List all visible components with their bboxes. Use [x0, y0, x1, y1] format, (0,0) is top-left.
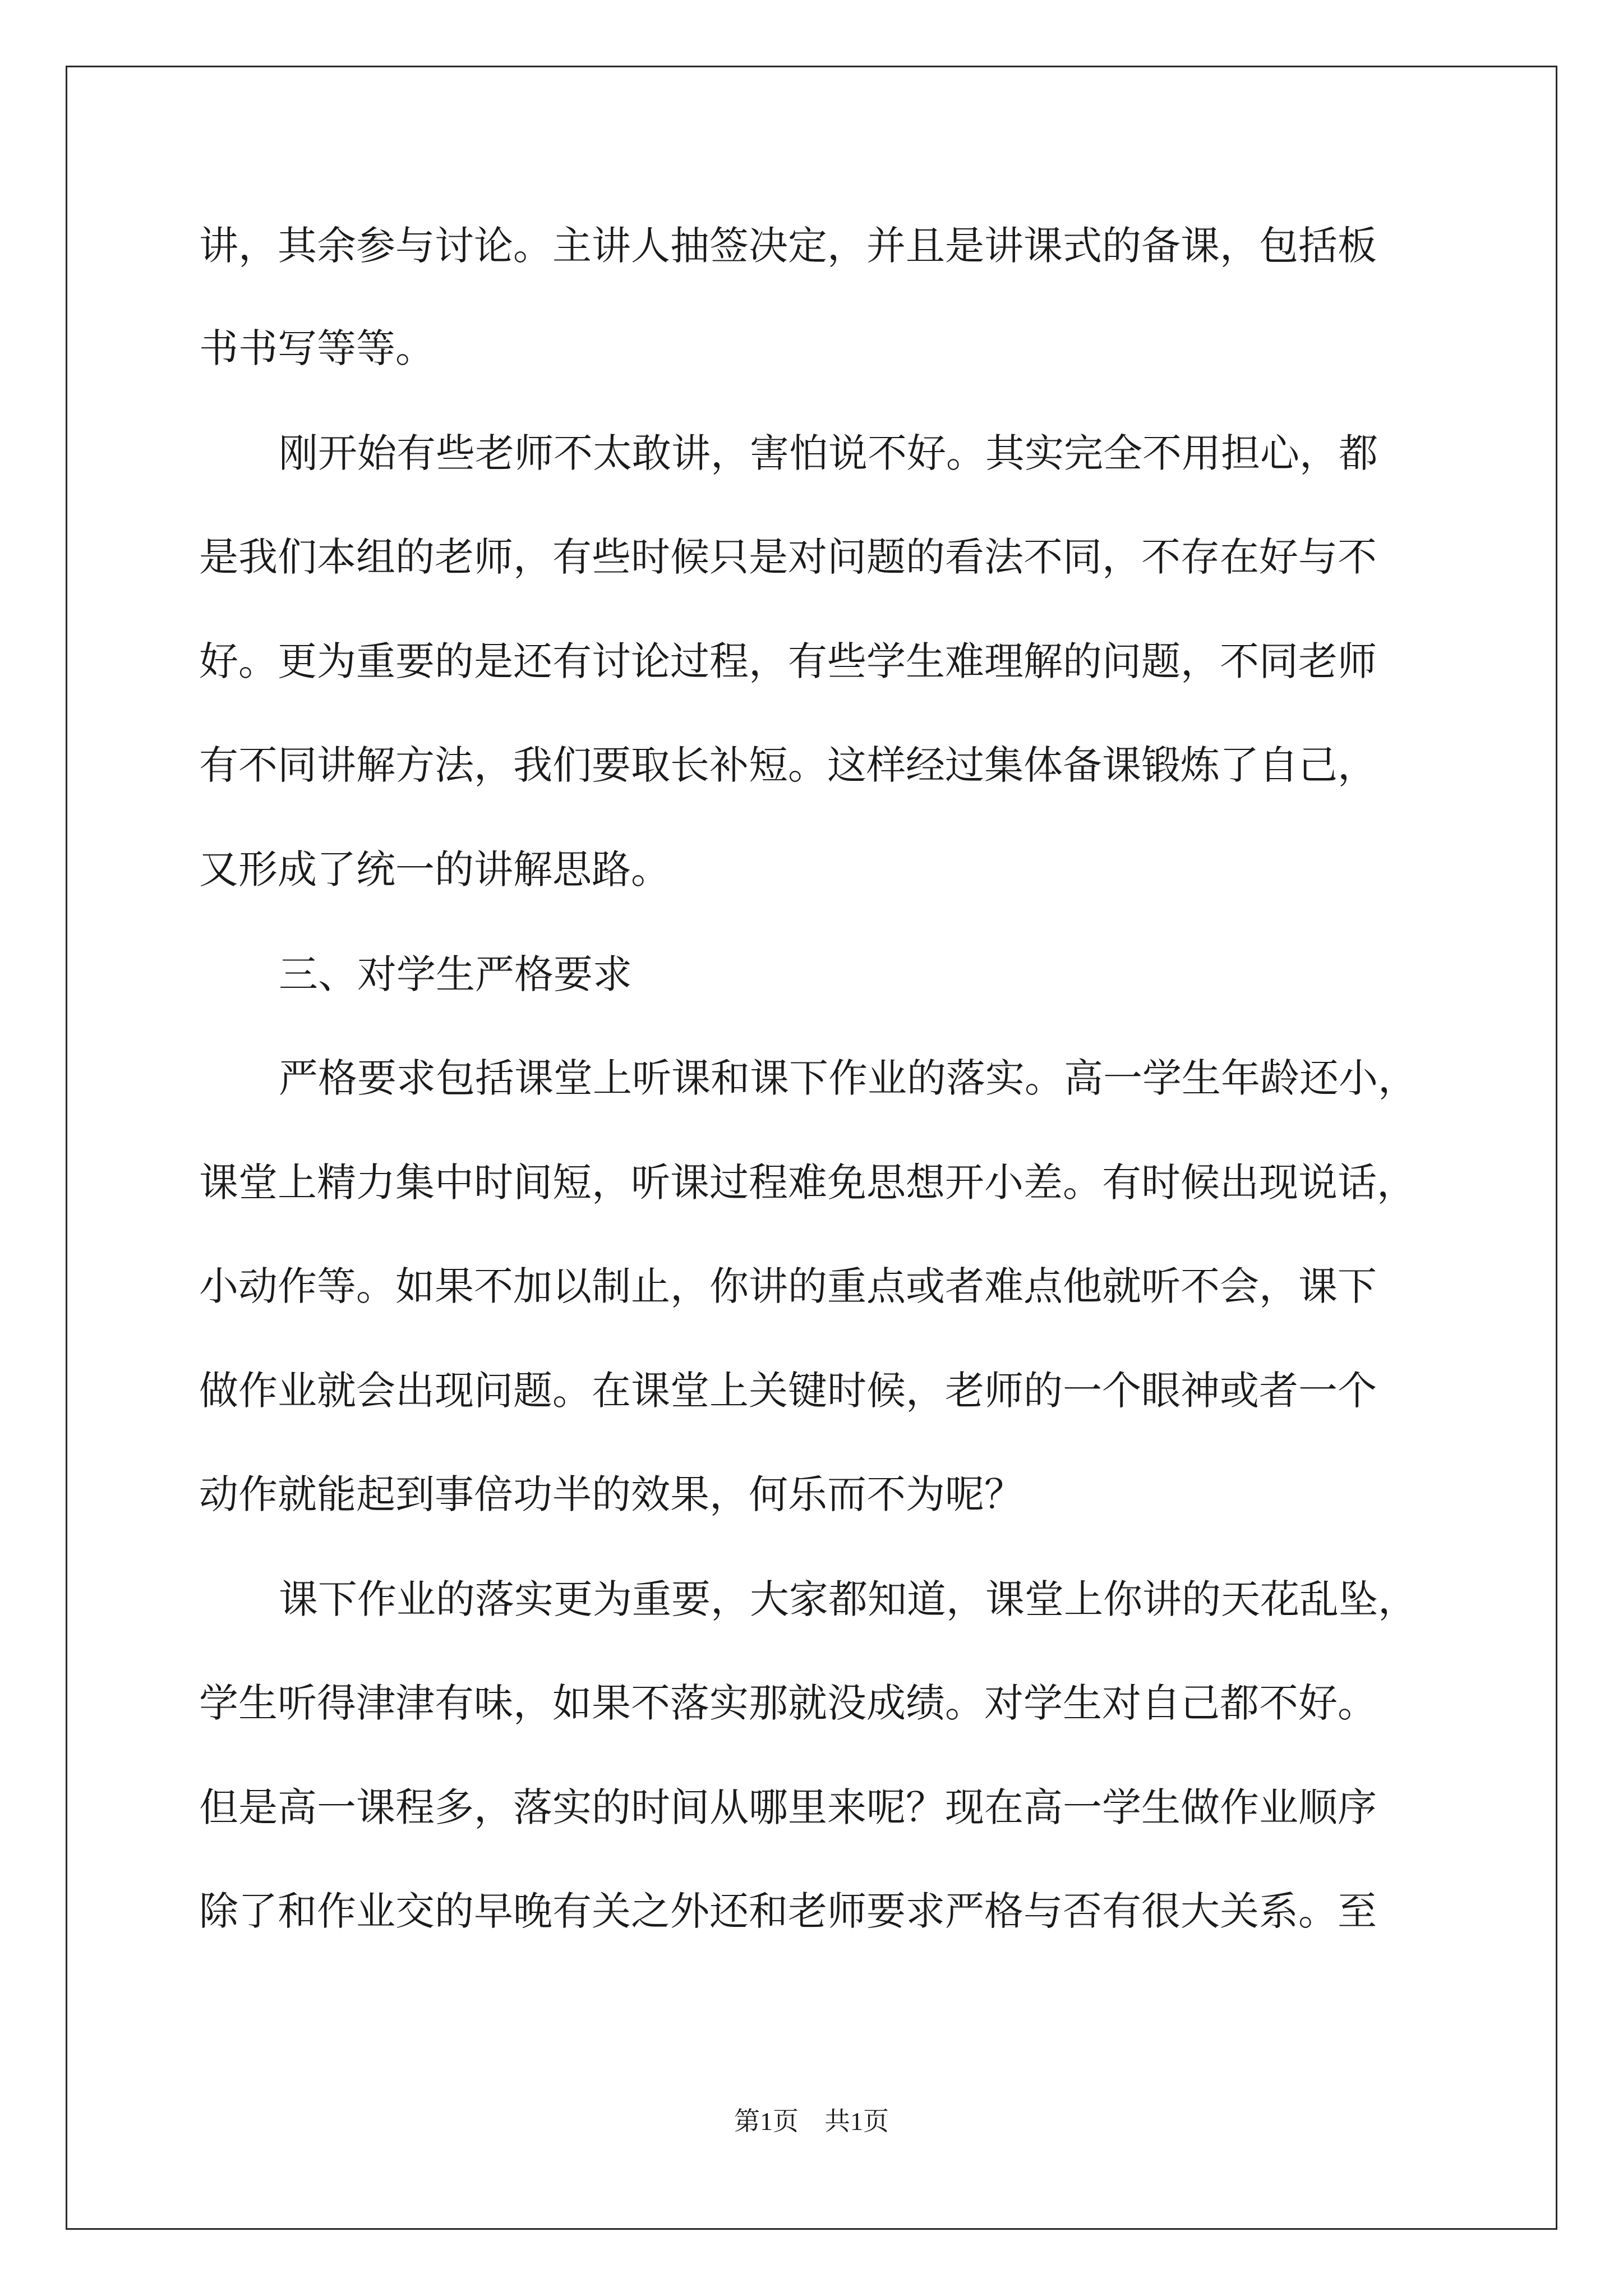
text-line: 课堂上精力集中时间短，听课过程难免思想开小差。有时候出现说话，	[199, 1159, 1416, 1205]
text-line: 做作业就会出现问题。在课堂上关键时候，老师的一个眼神或者一个	[199, 1368, 1377, 1414]
text-line: 是我们本组的老师，有些时候只是对问题的看法不同，不存在好与不	[199, 534, 1377, 580]
paragraph-start-line: 刚开始有些老师不太敢讲，害怕说不好。其实完全不用担心，都	[279, 430, 1378, 476]
text-line: 小动作等。如果不加以制止，你讲的重点或者难点他就听不会，课下	[199, 1263, 1377, 1309]
text-line: 又形成了统一的讲解思路。	[199, 846, 670, 892]
text-line: 好。更为重要的是还有讨论过程，有些学生难理解的问题，不同老师	[199, 638, 1377, 684]
paragraph-start-line: 课下作业的落实更为重要，大家都知道，课堂上你讲的天花乱坠，	[279, 1576, 1417, 1622]
text-line: 动作就能起到事倍功半的效果，何乐而不为呢？	[199, 1471, 1023, 1517]
text-line: 学生听得津津有味，如果不落实那就没成绩。对学生对自己都不好。	[199, 1680, 1377, 1726]
text-line: 有不同讲解方法，我们要取长补短。这样经过集体备课锻炼了自己，	[199, 742, 1377, 788]
text-line: 除了和作业交的早晚有关之外还和老师要求严格与否有很大关系。至	[199, 1888, 1377, 1934]
paragraph-start-line: 严格要求包括课堂上听课和课下作业的落实。高一学生年龄还小，	[279, 1055, 1417, 1101]
page-number-footer: 第1页 共1页	[734, 2107, 889, 2136]
section-heading: 三、对学生严格要求	[279, 951, 632, 997]
text-line: 书书写等等。	[199, 325, 435, 371]
text-line: 讲，其余参与讨论。主讲人抽签决定，并且是讲课式的备课，包括板	[199, 223, 1377, 269]
text-line: 但是高一课程多，落实的时间从哪里来呢？现在高一学生做作业顺序	[199, 1784, 1377, 1830]
